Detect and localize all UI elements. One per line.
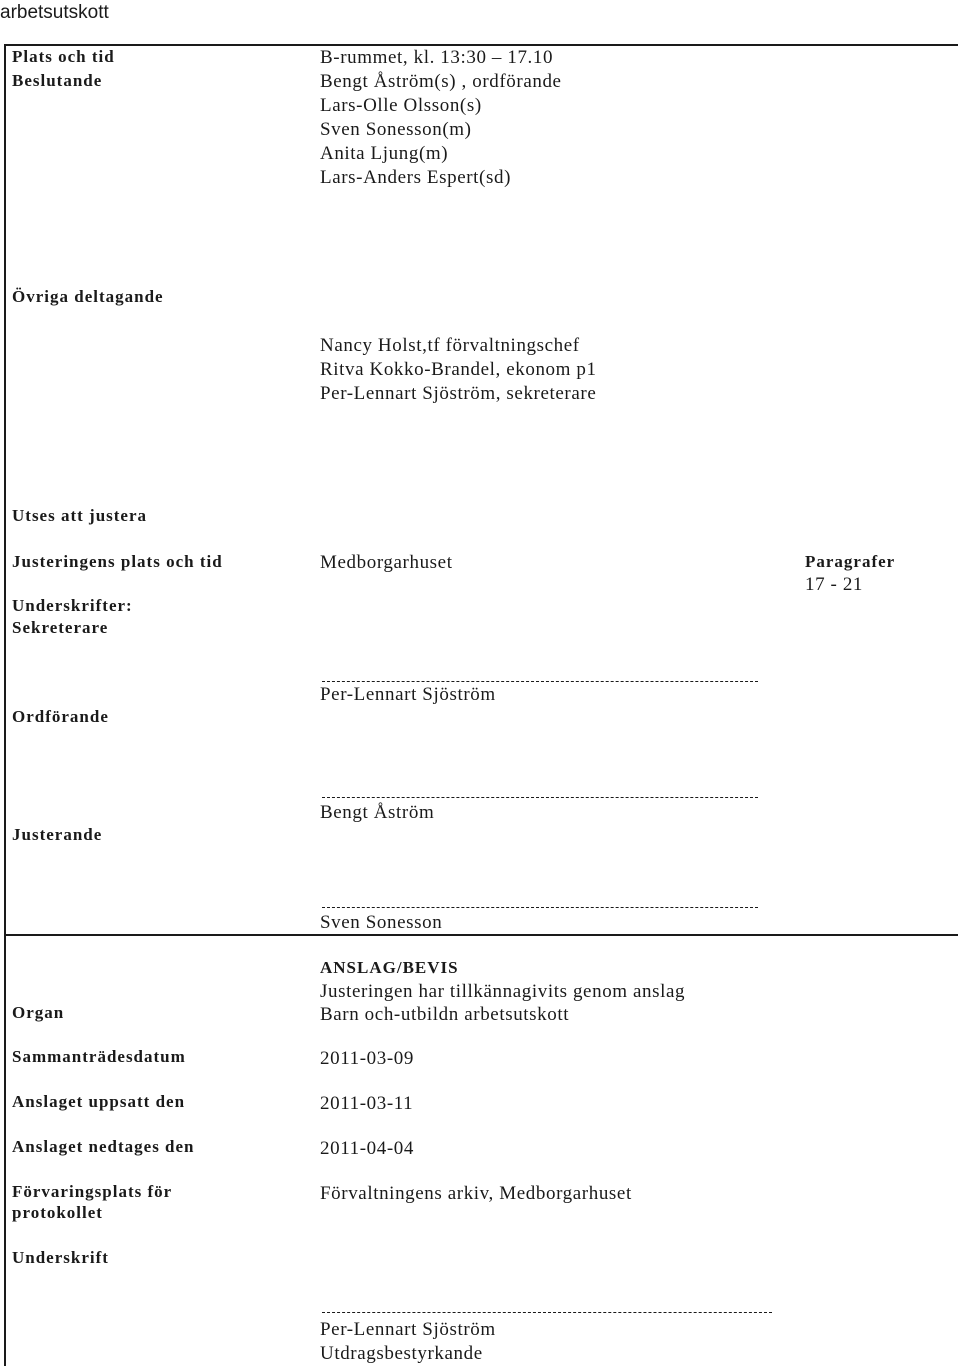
beslutande-member: Lars-Anders Espert(sd) [320, 167, 512, 188]
signer-name: Per-Lennart Sjöström [320, 1319, 496, 1340]
nedtages-value: 2011-04-04 [320, 1138, 414, 1159]
signature-line [322, 907, 758, 908]
ovriga-member: Ritva Kokko-Brandel, ekonom p1 [320, 359, 597, 380]
forvaring-value: Förvaltningens arkiv, Medborgarhuset [320, 1183, 632, 1204]
anslag-organ-value: Barn och-utbildn arbetsutskott [320, 1004, 570, 1025]
underskrifter-label: Underskrifter: [12, 596, 133, 615]
uppsatt-label: Anslaget uppsatt den [12, 1092, 186, 1111]
paragrafer-label: Paragrafer [805, 552, 896, 571]
underskrift-label: Underskrift [12, 1248, 109, 1267]
section-divider [4, 934, 958, 936]
sekreterare-label: Sekreterare [12, 618, 109, 637]
anslag-heading: ANSLAG/BEVIS [320, 958, 459, 977]
organ-label: Organ [12, 1003, 65, 1022]
page-title: arbetsutskott [0, 2, 109, 23]
justerande-name: Sven Sonesson [320, 912, 443, 933]
ovriga-member: Nancy Holst,tf förvaltningschef [320, 335, 580, 356]
sekreterare-name: Per-Lennart Sjöström [320, 684, 496, 705]
beslutande-member: Sven Sonesson(m) [320, 119, 472, 140]
plats-value: B-rummet, kl. 13:30 – 17.10 [320, 47, 554, 68]
ordforande-label: Ordförande [12, 707, 109, 726]
justering-label: Justeringens plats och tid [12, 552, 223, 571]
paragrafer-value: 17 - 21 [805, 574, 864, 595]
beslutande-member: Bengt Åström(s) , ordförande [320, 71, 562, 92]
signature-line [322, 681, 758, 682]
signer-title: Utdragsbestyrkande [320, 1343, 483, 1364]
nedtages-label: Anslaget nedtages den [12, 1137, 195, 1156]
forvaring-label-cont: protokollet [12, 1203, 103, 1222]
beslutande-member: Anita Ljung(m) [320, 143, 449, 164]
forvaring-label: Förvaringsplats för [12, 1182, 173, 1201]
beslutande-member: Lars-Olle Olsson(s) [320, 95, 482, 116]
anslag-text: Justeringen har tillkännagivits genom anslag [320, 981, 686, 1002]
ovriga-label: Övriga deltagande [12, 287, 164, 306]
signature-line [322, 1312, 772, 1313]
datum-label: Sammanträdesdatum [12, 1047, 186, 1066]
signature-line [322, 797, 758, 798]
beslutande-label: Beslutande [12, 71, 103, 90]
justerande-label: Justerande [12, 825, 103, 844]
ovriga-member: Per-Lennart Sjöström, sekreterare [320, 383, 597, 404]
utses-label: Utses att justera [12, 506, 148, 525]
justering-value: Medborgarhuset [320, 552, 453, 573]
plats-label: Plats och tid [12, 47, 115, 66]
uppsatt-value: 2011-03-11 [320, 1093, 414, 1114]
ordforande-name: Bengt Åström [320, 802, 435, 823]
top-border [4, 44, 958, 46]
datum-value: 2011-03-09 [320, 1048, 414, 1069]
left-border [4, 44, 6, 1366]
